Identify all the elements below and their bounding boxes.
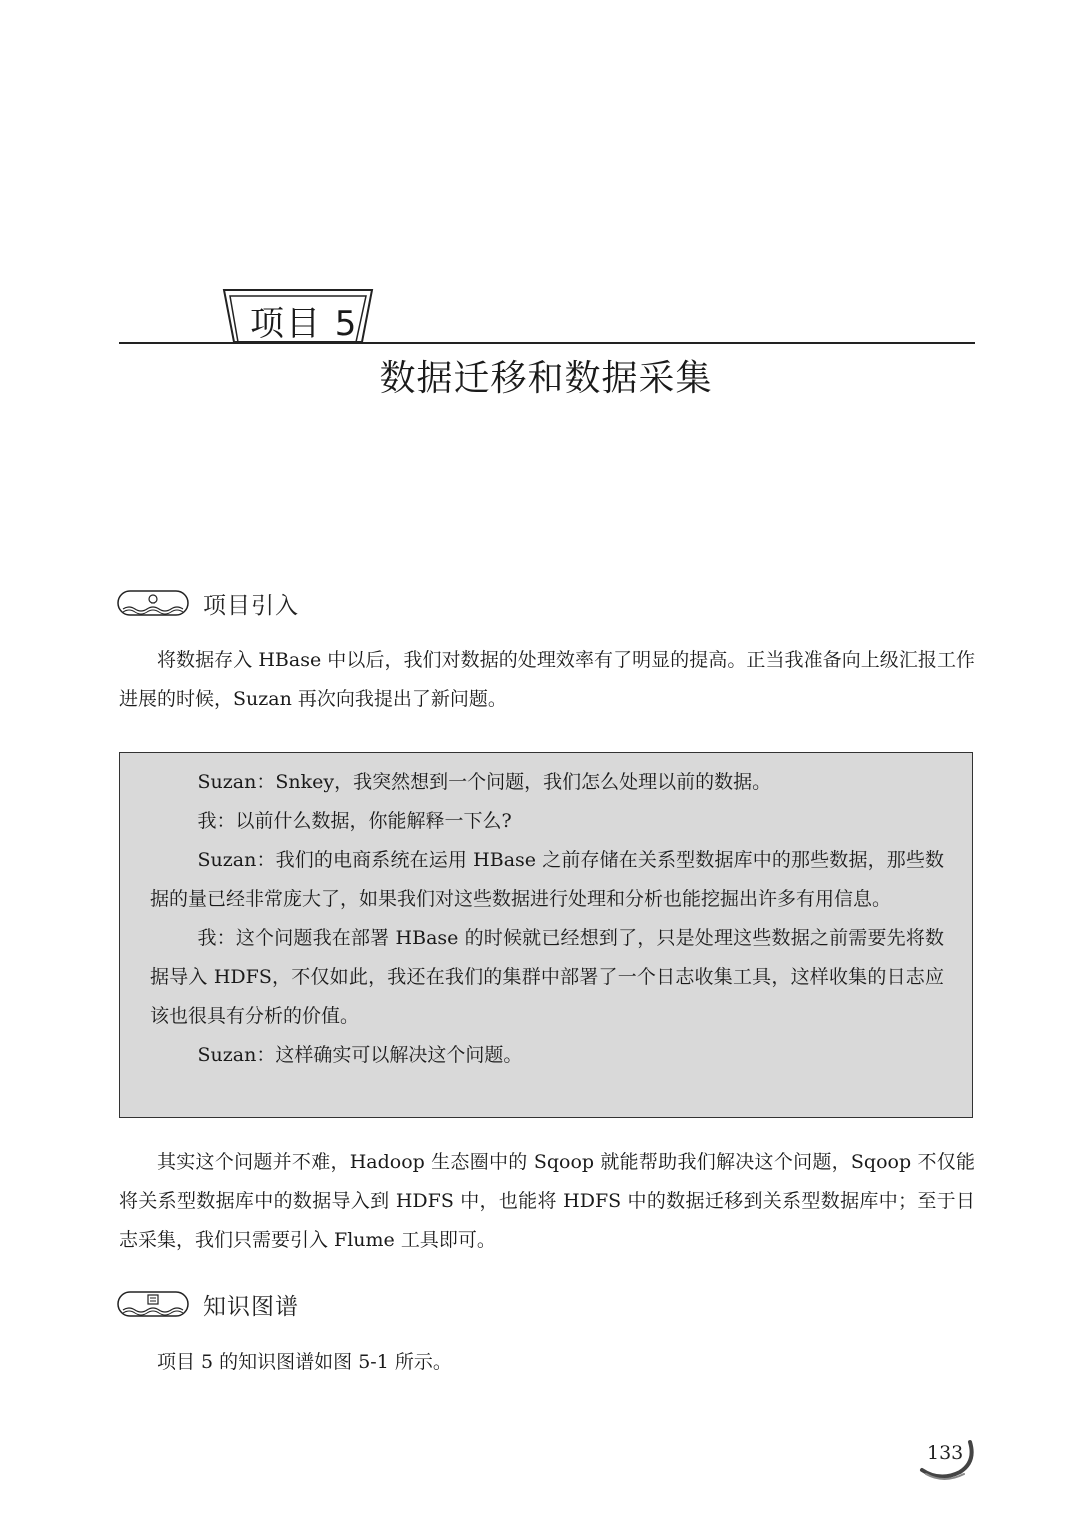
dialogue-line: Suzan：我们的电商系统在运用 HBase 之前存储在关系型数据库中的那些数据，那些数据的量已经非常庞大了，如果我们对这些数据进行处理和分析也能挖掘出许多有用信息。 <box>150 849 944 910</box>
section-knowledge-label: 知识图谱 <box>203 1293 299 1320</box>
dialogue-box <box>119 752 973 1118</box>
dialogue-line: 我：以前什么数据，你能解释一下么? <box>197 810 512 832</box>
intro-paragraph: 将数据存入 HBase 中以后，我们对数据的处理效率有了明显的提高。正当我准备向上级汇报工作进展的时候，Suzan 再次向我提出了新问题。 <box>119 649 975 710</box>
book-icon <box>117 1291 189 1317</box>
chapter-label: 项目 5 <box>250 304 359 344</box>
section-intro-label: 项目引入 <box>203 592 299 619</box>
page-number-badge <box>918 1432 978 1482</box>
section-intro-heading <box>117 586 299 620</box>
dialogue-line: Suzan：Snkey，我突然想到一个问题，我们怎么处理以前的数据。 <box>197 771 772 793</box>
lightbulb-icon <box>117 590 189 616</box>
knowledge-paragraph: 项目 5 的知识图谱如图 5-1 所示。 <box>157 1351 452 1373</box>
chapter-title: 数据迁移和数据采集 <box>379 358 713 399</box>
page-number: 133 <box>927 1442 964 1464</box>
dialogue-line: Suzan：这样确实可以解决这个问题。 <box>197 1044 523 1066</box>
dialogue-line: 我：这个问题我在部署 HBase 的时候就已经想到了，只是处理这些数据之前需要先将数据导入 HDFS，不仅如此，我还在我们的集群中部署了一个日志收集工具，这样收集的日志应该也很具有分析的价值。 <box>150 927 944 1027</box>
section-knowledge-heading <box>117 1287 299 1321</box>
after-dialogue-paragraph: 其实这个问题并不难，Hadoop 生态圈中的 Sqoop 就能帮助我们解决这个问题，Sqoop 不仅能将关系型数据库中的数据导入到 HDFS 中，也能将 HDFS 中的数据迁移到关系型数据库中；至于日志采集，我们只需要引入 Flume 工具即可。 <box>119 1151 975 1251</box>
chapter-tab <box>222 288 374 344</box>
